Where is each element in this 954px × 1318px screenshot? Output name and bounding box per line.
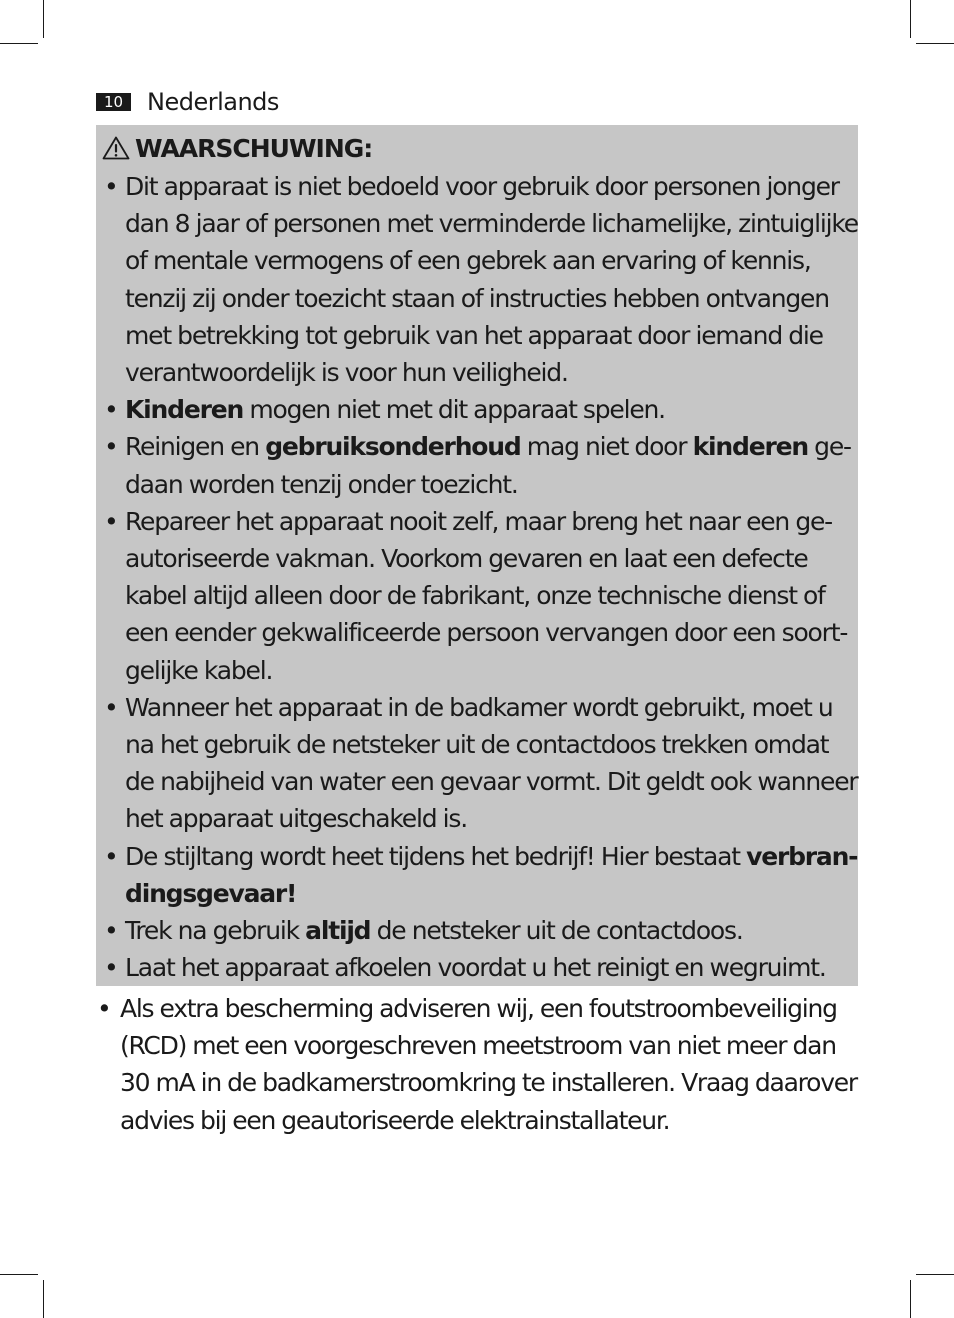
text-line: de nabijheid van water een gevaar vormt. Dit geldt ook wanneer: [125, 767, 858, 797]
crop-mark: [0, 43, 38, 44]
text-line: (RCD) met een voorgeschreven meetstroom van niet meer dan: [120, 1031, 836, 1061]
text-line: tenzij zij onder toezicht staan of instructies hebben ontvangen: [125, 283, 829, 313]
text-line: met betrekking tot gebruik van het apparaat door iemand die: [125, 320, 823, 350]
list-item: [102, 503, 852, 689]
text-line: een eender gekwalificeerde persoon vervangen door een soort-: [125, 618, 848, 648]
warning-heading-text: WAARSCHUWING:: [135, 133, 373, 163]
extra-list: [96, 990, 856, 1139]
text-run: de netsteker uit de contactdoos.: [370, 916, 743, 946]
text-line: advies bij een geautoriseerde elektrainstallateur.: [120, 1105, 670, 1135]
list-item: [102, 168, 858, 391]
text-run: Reinigen en: [125, 432, 266, 462]
emphasis: altijd: [305, 916, 371, 946]
list-item: [102, 391, 852, 428]
text-line: kabel altijd alleen door de fabrikant, onze technische dienst of: [125, 581, 825, 611]
text-run: ge-: [807, 432, 851, 462]
crop-mark: [910, 0, 911, 38]
extra-note: [96, 990, 856, 1139]
text-line: autoriseerde vakman. Voorkom gevaren en laat een defecte: [125, 544, 808, 574]
text-line: daan worden tenzij onder toezicht.: [125, 469, 518, 499]
crop-mark: [43, 1280, 44, 1318]
text-line: Wanneer het apparaat in de badkamer wordt gebruikt, moet u: [125, 692, 833, 722]
crop-mark: [43, 0, 44, 38]
emphasis: Kinderen: [125, 395, 244, 425]
page-number: 10: [96, 93, 131, 111]
list-item: [102, 428, 852, 502]
warning-triangle-icon: [102, 136, 130, 160]
text-line: Repareer het apparaat nooit zelf, maar breng het naar een ge-: [125, 506, 832, 536]
list-item: [96, 990, 856, 1139]
text-line: het apparaat uitgeschakeld is.: [125, 804, 467, 834]
text-run: mag niet door: [520, 432, 693, 462]
emphasis: gebruiksonderhoud: [265, 432, 521, 462]
text-line: gelijke kabel.: [125, 655, 273, 685]
text-line: na het gebruik de netsteker uit de contactdoos trekken omdat: [125, 730, 829, 760]
crop-mark: [916, 43, 954, 44]
text-line: Dit apparaat is niet bedoeld voor gebruik door personen jonger: [125, 172, 839, 201]
list-item: [102, 949, 852, 986]
warning-heading: [102, 130, 852, 166]
section-title: Nederlands: [147, 88, 279, 116]
warning-list: [102, 168, 858, 986]
emphasis: verbran-: [746, 841, 858, 871]
text-run: Trek na gebruik: [125, 916, 306, 946]
warning-box: [96, 125, 858, 986]
text-line: dan 8 jaar of personen met verminderde lichamelijke, zintuiglijke: [125, 209, 858, 239]
text-line: of mentale vermogens of een gebrek aan ervaring of kennis,: [125, 246, 811, 276]
crop-mark: [0, 1274, 38, 1275]
list-item: [102, 689, 858, 838]
crop-mark: [916, 1274, 954, 1275]
text-line: verantwoordelijk is voor hun veiligheid.: [125, 358, 568, 388]
text-line: Als extra bescherming adviseren wij, een foutstroombeveiliging: [120, 994, 837, 1023]
page-header: [96, 86, 279, 118]
list-item: [102, 912, 852, 949]
emphasis: dingsgevaar!: [125, 878, 297, 908]
text-run: De stijltang wordt heet tijdens het bedrijf! Hier bestaat: [125, 841, 747, 871]
text-line: Laat het apparaat afkoelen voordat u het reinigt en wegruimt.: [125, 953, 826, 983]
list-item: [102, 838, 858, 912]
text-line: 30 mA in de badkamerstroomkring te installeren. Vraag daarover: [120, 1068, 857, 1098]
emphasis: kinderen: [692, 432, 808, 462]
crop-mark: [910, 1280, 911, 1318]
text-run: mogen niet met dit apparaat spelen.: [243, 395, 665, 425]
